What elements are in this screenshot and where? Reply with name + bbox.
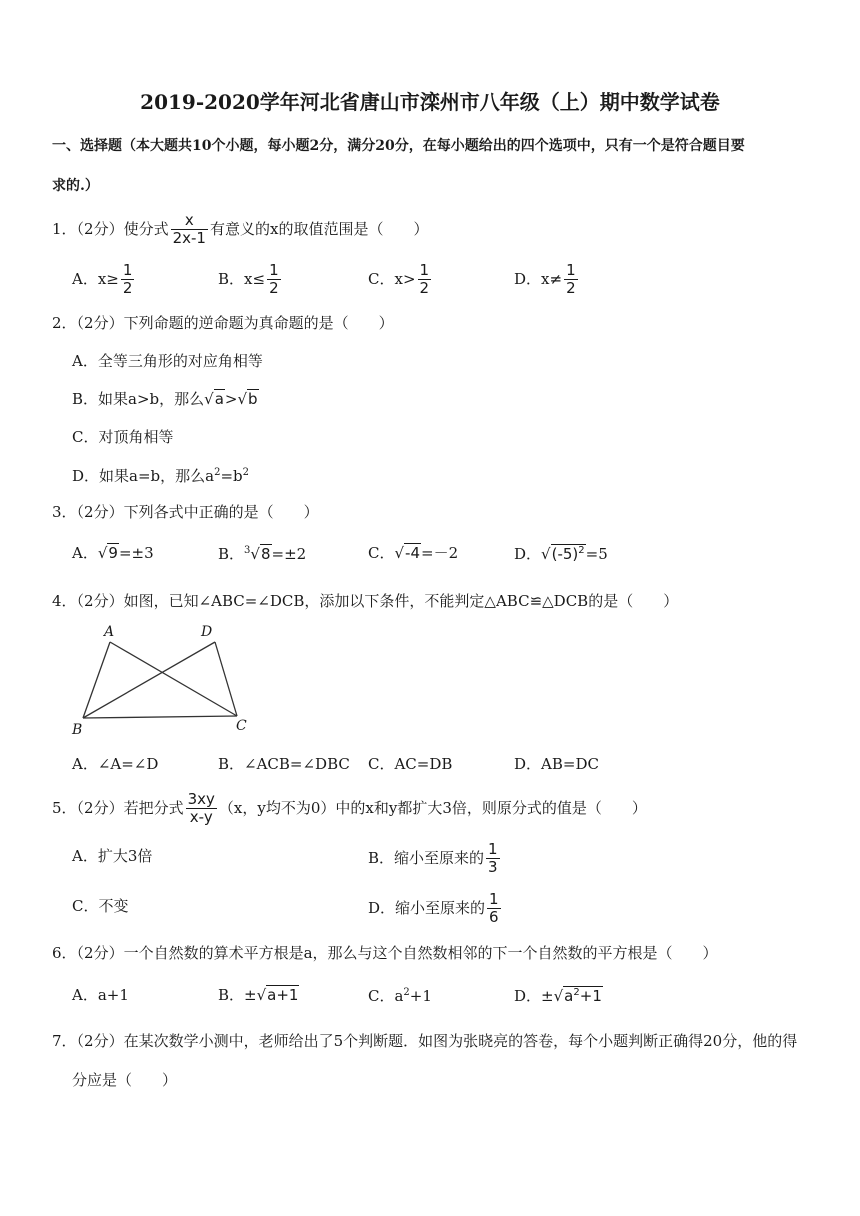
segment-db	[83, 642, 215, 718]
q1-option-c-label: C．	[368, 269, 395, 288]
q3-option-d-rest: =5	[585, 545, 608, 563]
q5-suffix: （x，y均不为0）中的x和y都扩大3倍，则原分式的值是（ ）	[218, 798, 647, 817]
q6-option-a[interactable]: A．a+1	[72, 986, 129, 1004]
q2-option-a[interactable]: A．全等三角形的对应角相等	[72, 352, 263, 370]
q1-prefix: 1．（2分）使分式	[52, 219, 169, 238]
q2-sqrt-a: √a	[204, 390, 224, 408]
q5-option-b[interactable]	[368, 841, 502, 877]
q3-option-b-label: B．	[218, 545, 245, 563]
q6-option-c-text: C．a	[368, 987, 404, 1005]
q3-sqrt-sq-exp: 2	[578, 545, 585, 556]
question-7-line2: 分应是（ ）	[72, 1071, 178, 1089]
q2-option-d[interactable]	[72, 468, 249, 484]
q4-figure-svg	[70, 620, 260, 738]
q1-option-a-num: 1	[122, 261, 133, 279]
q3-sqrt-9: √9	[97, 544, 118, 562]
q1-option-b[interactable]	[218, 262, 283, 298]
q3-option-b-rest: =±2	[271, 545, 307, 563]
q5-option-d[interactable]	[368, 891, 503, 927]
q1-option-a-label: A．	[72, 269, 98, 288]
page-title: 2019-2020学年河北省唐山市滦州市八年级（上）期中数学试卷	[140, 90, 720, 114]
q3-option-c[interactable]	[368, 546, 458, 561]
q1-option-b-num: 1	[269, 261, 279, 279]
q2-option-d-text: D．如果a=b，那么a	[72, 467, 215, 485]
q1-fraction-num: x	[171, 212, 208, 230]
q6-option-c-exp: 2	[403, 987, 410, 998]
q4-option-a[interactable]: A．∠A=∠D	[72, 755, 159, 773]
q3-cbrt-8-radicand: 8	[260, 545, 271, 563]
q5-fraction	[186, 791, 217, 827]
q6-option-b-text: B．±	[218, 986, 257, 1004]
q1-fraction	[171, 212, 208, 248]
section-heading-line1: 一、选择题（本大题共10个小题，每小题2分，满分20分，在每小题给出的四个选项中，只有一个是符合题目要	[52, 138, 745, 154]
q3-option-c-label: C．	[368, 544, 395, 562]
question-3-stem: 3．（2分）下列各式中正确的是（ ）	[52, 503, 319, 521]
q5-option-d-den: 6	[489, 908, 499, 927]
q1-option-b-den: 2	[269, 279, 279, 298]
q5-option-b-text: B．缩小至原来的	[368, 848, 485, 867]
label-a: A	[104, 624, 115, 640]
q2-sqrt-b: √b	[237, 390, 258, 408]
q2-option-b-gt: >	[224, 390, 238, 408]
q1-option-d-den: 2	[566, 279, 576, 298]
q3-sqrt-neg4: √-4	[394, 544, 421, 562]
q2-option-c[interactable]: C．对顶角相等	[72, 428, 174, 446]
question-7-line1: 7．（2分）在某次数学小测中，老师给出了5个判断题．如图为张晓亮的答卷，每个小题判断正确得20分，他的得	[52, 1032, 798, 1050]
q1-option-b-label: B．	[218, 269, 245, 288]
q1-option-a-rel: x≥	[97, 269, 119, 288]
q5-option-a[interactable]: A．扩大3倍	[72, 847, 153, 865]
q4-triangle-figure	[70, 620, 260, 738]
q3-sqrt-neg4-radicand: -4	[405, 544, 421, 562]
q2-sqrt-b-radicand: b	[248, 390, 258, 408]
label-d: D	[201, 624, 213, 640]
q1-option-d-num: 1	[566, 261, 576, 279]
q2-option-b[interactable]	[72, 392, 259, 407]
q3-cbrt-8: √8	[250, 545, 271, 563]
q1-option-d[interactable]	[514, 262, 580, 298]
segment-ab	[83, 642, 110, 718]
q3-option-d[interactable]	[514, 546, 608, 562]
q6-sqrt-a2-1-post: +1	[579, 987, 602, 1005]
q1-suffix: 有意义的x的取值范围是（ ）	[209, 219, 429, 238]
q2-option-d-exp2: 2	[242, 467, 250, 478]
q5-fraction-den: x-y	[189, 808, 213, 827]
q5-fraction-num: 3xy	[187, 790, 215, 808]
label-c: C	[236, 718, 247, 734]
question-4-stem: 4．（2分）如图，已知∠ABC=∠DCB，添加以下条件，不能判定△ABC≌△DCB的是（ ）	[52, 592, 679, 610]
q3-sqrt-sq: $√(-5)^2$	[541, 545, 585, 563]
q2-option-b-text: B．如果a>b，那么	[72, 390, 205, 408]
q2-option-d-mid: =b	[220, 467, 243, 485]
q6-sqrt-a2-1: $√a^2+1$	[553, 987, 602, 1005]
q2-option-d-exp1: 2	[214, 467, 221, 478]
q5-option-d-text: D．缩小至原来的	[368, 898, 486, 917]
q4-option-b[interactable]: B．∠ACB=∠DBC	[218, 755, 350, 773]
segment-bc	[83, 716, 237, 718]
q5-option-b-den: 3	[488, 858, 498, 877]
q6-sqrt-a2-1-base: a	[564, 987, 574, 1005]
q1-option-c[interactable]	[368, 262, 433, 298]
q4-option-c[interactable]: C．AC=DB	[368, 755, 453, 773]
q1-option-c-den: 2	[419, 279, 430, 298]
q3-sqrt-9-radicand: 9	[108, 544, 118, 562]
q1-fraction-den: 2x-1	[172, 229, 206, 248]
q3-option-c-rest: =－2	[421, 544, 459, 562]
q1-option-a[interactable]	[72, 262, 136, 298]
q5-option-d-num: 1	[489, 890, 499, 908]
question-1-stem	[52, 212, 428, 248]
q6-option-d-text: D．±	[514, 987, 554, 1005]
q1-option-d-rel: x≠	[541, 269, 563, 288]
section-heading-line2: 求的.）	[52, 178, 99, 194]
q3-cbrt-index: 3	[244, 545, 251, 556]
q1-option-a-den: 2	[122, 279, 133, 298]
q1-option-d-label: D．	[514, 269, 542, 288]
q6-sqrt-a1: √a+1	[256, 986, 299, 1004]
label-b: B	[72, 722, 83, 738]
q4-option-d[interactable]: D．AB=DC	[514, 755, 599, 773]
q5-prefix: 5．（2分）若把分式	[52, 798, 184, 817]
q1-option-c-num: 1	[419, 261, 430, 279]
q6-option-c-post: +1	[409, 987, 432, 1005]
q6-sqrt-a1-radicand: a+1	[267, 986, 299, 1004]
question-6-stem: 6．（2分）一个自然数的算术平方根是a，那么与这个自然数相邻的下一个自然数的平方根是（ ）	[52, 944, 718, 962]
q6-sqrt-a2-1-exp: 2	[573, 987, 580, 998]
q6-option-c[interactable]	[368, 988, 432, 1004]
q2-sqrt-a-radicand: a	[214, 390, 224, 408]
question-2-stem: 2．（2分）下列命题的逆命题为真命题的是（ ）	[52, 314, 394, 332]
q3-sqrt-sq-radicand: (-5)	[551, 545, 579, 563]
q6-option-b[interactable]	[218, 988, 299, 1003]
q3-option-b[interactable]	[218, 546, 306, 562]
question-5-stem	[52, 791, 647, 827]
q1-option-b-rel: x≤	[244, 269, 266, 288]
q1-option-c-rel: x>	[394, 269, 416, 288]
q5-option-b-num: 1	[488, 840, 498, 858]
q3-option-d-label: D．	[514, 545, 542, 563]
q3-option-a[interactable]	[72, 546, 154, 561]
q3-option-a-rest: =±3	[118, 544, 154, 562]
q5-option-c[interactable]: C．不变	[72, 897, 129, 915]
q6-option-d[interactable]	[514, 988, 603, 1004]
q3-option-a-label: A．	[72, 544, 98, 562]
